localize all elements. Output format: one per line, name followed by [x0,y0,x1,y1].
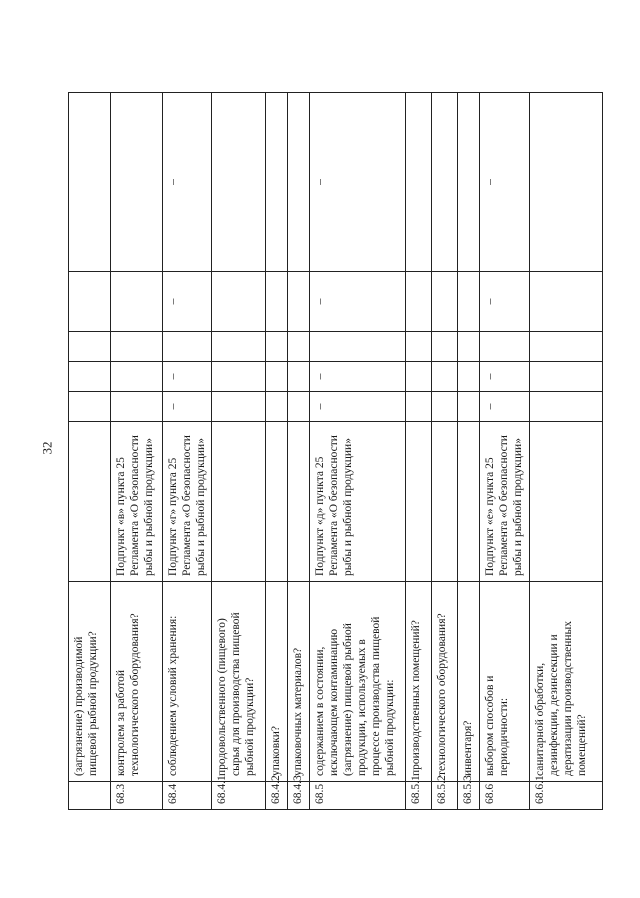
answer-cell-c7: – [310,93,406,272]
answer-cell-c5 [163,332,212,362]
answer-cell-c3 [212,392,266,422]
question-line: соблюдением условий хранения: [167,615,179,776]
row-number: 68.4 [163,782,212,810]
question-cell [480,582,530,782]
answer-cell-c6 [458,272,480,332]
question-cell [69,582,111,782]
answer-cell-c5 [480,332,530,362]
answer-cell-c3 [458,392,480,422]
reference-line: Регламента «О безопасности [181,435,194,576]
answer-cell-c5 [310,332,406,362]
question-line: пищевой рыбной продукции? [87,631,100,776]
question-line: периодичности: [498,697,511,776]
answer-cell-c4 [288,362,310,392]
table-row [458,93,480,810]
table-row [406,93,432,810]
question-line: содержанием в состоянии, [314,646,327,776]
reference-cell [480,422,530,582]
answer-cell-c7 [69,93,111,272]
answer-cell-c7 [530,93,603,272]
answer-cell-c6: – [163,272,212,332]
answer-cell-c5 [212,332,266,362]
question-cell [163,582,212,782]
question-line: сырья для производства пищевой [230,612,243,776]
answer-cell-c4: – [310,362,406,392]
answer-cell-c5 [288,332,310,362]
question-cell [530,582,603,782]
question-line: технологического оборудования? [436,613,449,776]
table-row [266,93,288,810]
reference-cell [310,422,406,582]
reference-line: рыбы и рыбной продукции» [143,438,156,576]
reference-cell [212,422,266,582]
answer-cell-c6: – [480,272,530,332]
question-cell [212,582,266,782]
answer-cell-c3 [111,392,163,422]
question-cell [432,582,458,782]
answer-cell-c5 [458,332,480,362]
answer-cell-c7 [212,93,266,272]
question-cell [111,582,163,782]
answer-cell-c5 [266,332,288,362]
answer-cell-c6 [111,272,163,332]
answer-cell-c3: – [480,392,530,422]
table-row [288,93,310,810]
question-cell [288,582,310,782]
answer-cell-c3 [406,392,432,422]
question-line: упаковочных материалов? [292,647,305,776]
question-line: технологического оборудования? [129,613,142,776]
row-number [69,782,111,810]
reference-line: рыбы и рыбной продукции» [512,438,525,576]
question-line: санитарной обработки, [534,662,547,776]
answer-cell-c6 [432,272,458,332]
table-row [480,93,530,810]
question-line: рыбной продукции? [244,677,257,776]
question-line: дератизации производственных [562,620,575,776]
answer-cell-c6: – [310,272,406,332]
row-number: 68.5.2 [432,782,458,810]
question-line: (загрязнение) пищевой рыбной [342,623,355,776]
answer-cell-c4 [432,362,458,392]
answer-cell-c6 [288,272,310,332]
answer-cell-c5 [406,332,432,362]
reference-line: Подпункт «в» пункта 25 [115,457,127,576]
reference-line: Подпункт «г» пункта 25 [167,457,179,576]
row-number: 68.5.3 [458,782,480,810]
question-line: инвентаря? [462,720,475,776]
table-row [163,93,212,810]
question-cell [310,582,406,782]
reference-cell [163,422,212,582]
answer-cell-c5 [530,332,603,362]
answer-cell-c4 [111,362,163,392]
question-cell [266,582,288,782]
answer-cell-c4 [212,362,266,392]
answer-cell-c6 [266,272,288,332]
reference-cell [69,422,111,582]
question-line: рыбной продукции: [384,679,397,776]
question-line: помещений? [576,714,589,776]
question-line: процессе производства пищевой [370,616,383,776]
answer-cell-c3: – [163,392,212,422]
reference-cell [458,422,480,582]
row-number: 68.6.1 [530,782,603,810]
answer-cell-c4: – [480,362,530,392]
reference-cell [530,422,603,582]
answer-cell-c7: – [480,93,530,272]
rotated-table-container [68,93,587,810]
reference-cell [266,422,288,582]
answer-cell-c5 [111,332,163,362]
answer-cell-c6 [212,272,266,332]
answer-cell-c7 [266,93,288,272]
reference-cell [432,422,458,582]
page-number: 32 [39,441,55,455]
answer-cell-c4 [69,362,111,392]
answer-cell-c3 [266,392,288,422]
question-line: производственных помещений? [410,620,423,776]
answer-cell-c4 [406,362,432,392]
question-line: упаковки? [270,725,283,776]
row-number: 68.3 [111,782,163,810]
reference-line: рыбы и рыбной продукции» [342,438,355,576]
answer-cell-c3 [69,392,111,422]
reference-line: Регламента «О безопасности [129,435,142,576]
reference-line: Регламента «О безопасности [328,435,341,576]
reference-cell [288,422,310,582]
row-number: 68.5.1 [406,782,432,810]
table-row [432,93,458,810]
reference-cell [406,422,432,582]
answer-cell-c6 [69,272,111,332]
answer-cell-c7 [458,93,480,272]
answer-cell-c3 [530,392,603,422]
question-line: исключающем контаминацию [328,628,341,776]
question-line: контролем за работой [115,669,127,776]
answer-cell-c4 [266,362,288,392]
table-row [310,93,406,810]
table-row [530,93,603,810]
answer-cell-c5 [69,332,111,362]
answer-cell-c4 [530,362,603,392]
answer-cell-c6 [406,272,432,332]
question-line: продукции, используемых в [356,639,369,776]
question-cell [458,582,480,782]
row-number: 68.6 [480,782,530,810]
reference-cell [111,422,163,582]
reference-line: Подпункт «д» пункта 25 [314,456,327,576]
row-number: 68.4.1 [212,782,266,810]
row-number: 68.4.3 [288,782,310,810]
requirements-table [68,92,603,810]
row-number: 68.5 [310,782,406,810]
table-row [69,93,111,810]
reference-line: Подпункт «е» пункта 25 [484,457,497,576]
table-row [111,93,163,810]
answer-cell-c4 [458,362,480,392]
question-line: дезинфекции, дезинсекции и [548,634,561,776]
row-number: 68.4.2 [266,782,288,810]
answer-cell-c7 [432,93,458,272]
answer-cell-c7: – [163,93,212,272]
answer-cell-c7 [111,93,163,272]
answer-cell-c3 [288,392,310,422]
answer-cell-c3: – [310,392,406,422]
answer-cell-c4: – [163,362,212,392]
answer-cell-c7 [406,93,432,272]
reference-line: рыбы и рыбной продукции» [195,438,208,576]
reference-line: Регламента «О безопасности [498,435,511,576]
table-body [69,93,603,810]
question-cell [406,582,432,782]
answer-cell-c5 [432,332,458,362]
question-line: продовольственного (пищевого) [216,618,229,776]
question-line: выбором способов и [484,675,497,776]
question-line: (загрязнение) производимой [73,636,85,776]
answer-cell-c7 [288,93,310,272]
answer-cell-c3 [432,392,458,422]
answer-cell-c6 [530,272,603,332]
table-row [212,93,266,810]
